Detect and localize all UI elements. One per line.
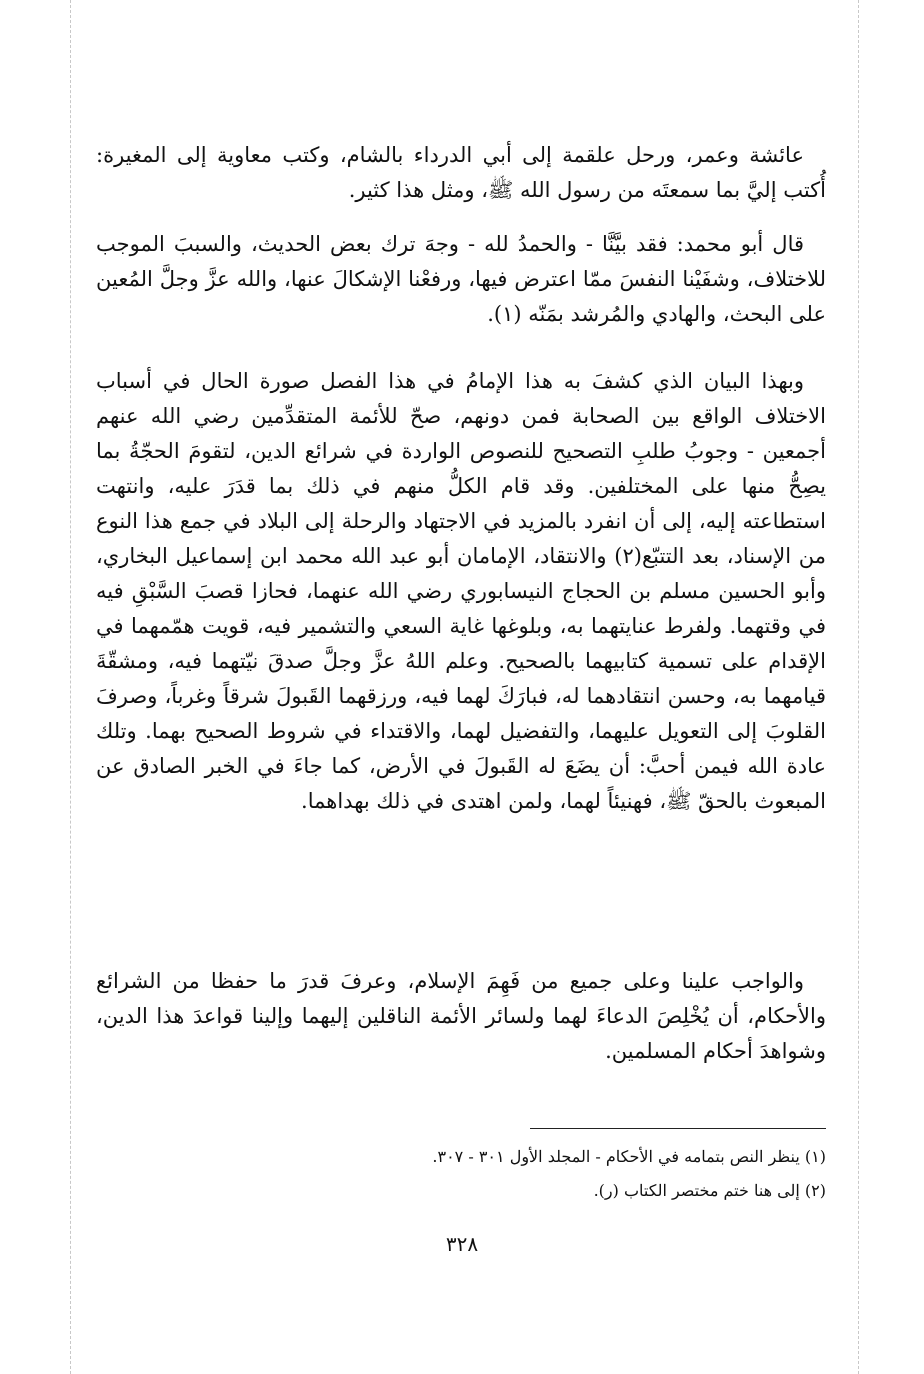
footnote-2: (٢) إلى هنا ختم مختصر الكتاب (ر). <box>593 1181 826 1200</box>
paragraph-text: قال أبو محمد: فقد بيَّنَّا - والحمدُ لله - وجهَ ترك بعض الحديث، والسببَ الموجب للاختلاف، وشفَيْنا النفسَ ممّا اعترض فيها، ورفعْنا الإشكالَ عنها، والله عزَّ وجلَّ المُعين على البحث، والهادي والمُرشد بمَنّه (١). <box>96 232 826 326</box>
footnote-1: (١) ينظر النص بتمامه في الأحكام - المجلد الأول ٣٠١ - ٣٠٧. <box>432 1147 826 1166</box>
paragraph-1 <box>96 138 826 208</box>
footnote-divider <box>530 1128 826 1129</box>
page-number: ٣٢٨ <box>445 1232 479 1256</box>
footnotes <box>96 1140 826 1208</box>
paragraph-4 <box>96 964 826 1069</box>
scan-margin-line-left <box>70 0 71 1374</box>
paragraph-text: والواجب علينا وعلى جميع من فَهِمَ الإسلام، وعرفَ قدرَ ما حفظا من الشرائع والأحكام، أن يُخْلِصَ الدعاءَ لهما ولسائر الأئمة الناقلين إليهما وإلينا قواعدَ هذا الدين، وشواهدَ أحكام المسلمين. <box>96 969 826 1063</box>
paragraph-2 <box>96 227 826 332</box>
paragraph-3 <box>96 364 826 819</box>
paragraph-text: وبهذا البيان الذي كشفَ به هذا الإمامُ في هذا الفصل صورة الحال في أسباب الاختلاف الواقع بين الصحابة فمن دونهم، صحّ للأئمة المتقدِّمين رضي الله عنهم أجمعين - وجوبُ طلبِ التصحيح للنصوص الواردة في شرائع الدين، لتقومَ الحجّةُ بما يصِحُّ منها على المختلفين. وقد قام الكلُّ منهم في ذلك بما قدَرَ عليه، وانتهت استطاعته إليه، إلى أن انفرد بالمزيد في الاجتهاد والرحلة إلى البلاد في جمع هذا النوع من الإسناد، بعد التتبّع(٢) والانتقاد، الإمامان أبو عبد الله محمد ابن إسماعيل البخاري، وأبو الحسين مسلم بن الحجاج النيسابوري رضي الله عنهما، فحازا قصبَ السَّبْقِ فيه في وقتهما. ولفرط عنايتهما به، وبلوغها غاية السعي والتشمير فيه، قويت همّمهما في الإقدام على تسمية كتابيهما بالصحيح. وعلم اللهُ عزَّ وجلَّ صدقَ نيّتهما فيه، ومشقّةَ قيامهما به، وحسن انتقادهما له، فبارَكَ لهما فيه، ورزقهما القَبولَ شرقاً وغرباً، وصرفَ القلوبَ إلى التعويل عليهما، والتفضيل لهما، والاقتداء في شروط الصحيح بهما. وتلك عادة الله فيمن أحبَّ: أن يضَعَ له القَبولَ في الأرض، كما جاءَ في الخبر الصادق عن المبعوث بالحقّ ﷺ، فهنيئاً لهما، ولمن اهتدى في ذلك بهداهما. <box>96 369 826 813</box>
scan-margin-line-right <box>858 0 859 1374</box>
paragraph-text: عائشة وعمر، ورحل علقمة إلى أبي الدرداء بالشام، وكتب معاوية إلى المغيرة: أُكتب إليَّ بما سمعتَه من رسول الله ﷺ، ومثل هذا كثير. <box>96 143 826 202</box>
